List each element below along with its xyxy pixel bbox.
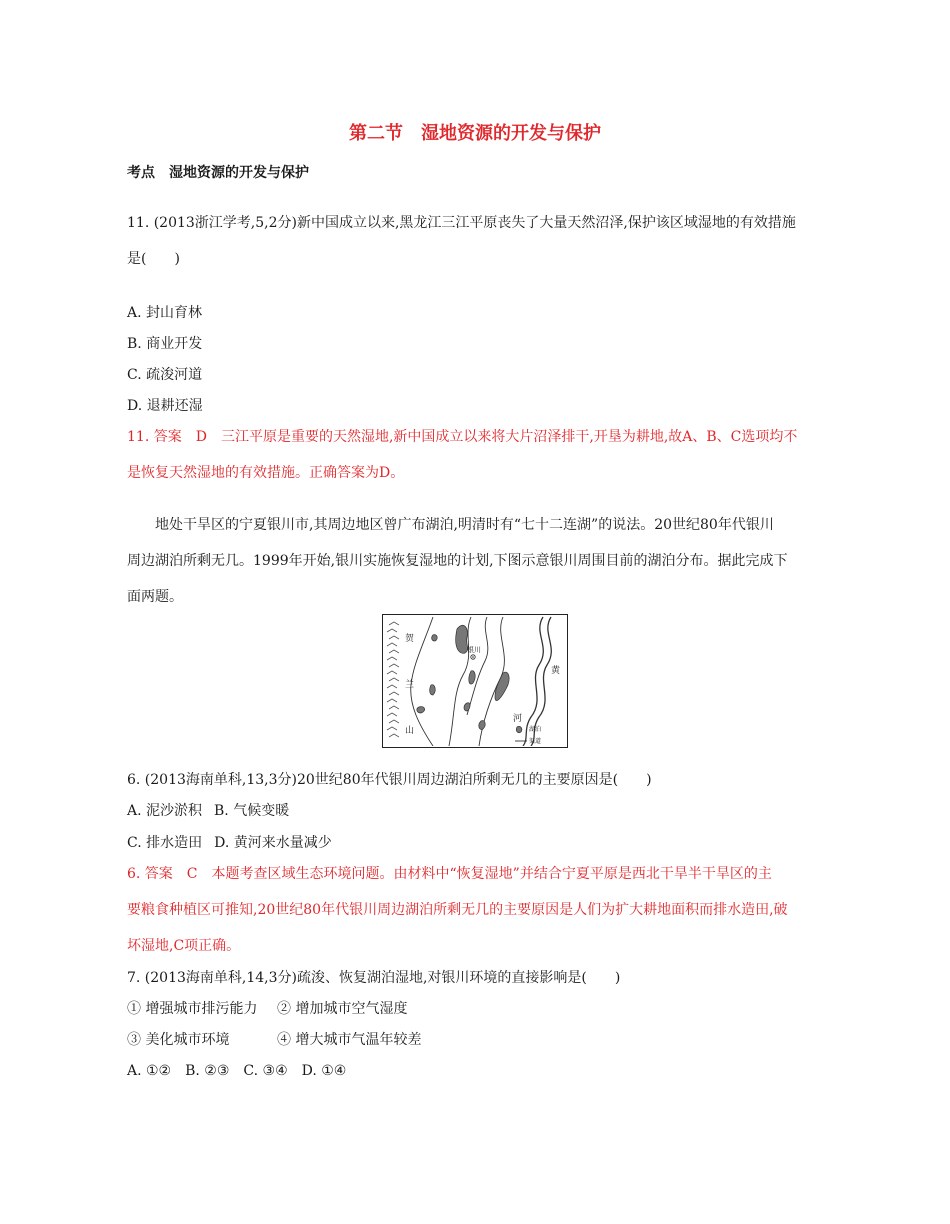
legend-lake-symbol (516, 726, 521, 732)
q6-options-row1 (127, 800, 289, 820)
map-label-river: 河 (513, 714, 523, 724)
q6-answer-line3: 坏湿地,C项正确。 (127, 938, 241, 954)
legend-canal-label: 渠道 (529, 738, 542, 745)
q6-answer-line1: 6. 答案 C 本题考查区域生态环境问题。由材料中“恢复湿地”并结合宁夏平原是西北干旱半干旱区的主 (127, 866, 772, 882)
q11-option-c: C. 疏浚河道 (127, 367, 203, 383)
q11-option-a: A. 封山育林 (127, 305, 203, 321)
passage-line2: 周边湖泊所剩无几。1999年开始,银川实施恢复湿地的计划,下图示意银川周围目前的湖泊分布。据此完成下 (127, 553, 788, 569)
map-label-he: 贺 (405, 634, 415, 644)
mountain-symbol (387, 622, 399, 737)
q6-option-c: C. 排水造田 (127, 835, 203, 851)
passage-line1: 地处干旱区的宁夏银川市,其周边地区曾广布湖泊,明清时有“七十二连湖”的说法。20世纪80年代银川 (155, 517, 774, 533)
q6-option-d: D. 黄河来水量减少 (214, 835, 332, 851)
map-label-shan: 山 (405, 726, 415, 736)
q6-options-row2 (127, 832, 332, 852)
q11-answer-line2: 是恢复天然湿地的有效措施。正确答案为D。 (127, 465, 405, 481)
legend-lake-label: 湖泊 (529, 726, 542, 733)
passage-line3: 面两题。 (127, 589, 183, 605)
yinchuan-lake-map (382, 614, 568, 748)
q7-opt-4: ④ 增大城市气温年较差 (277, 1032, 422, 1048)
map-label-city: 银川 (467, 646, 481, 654)
q11-answer-line1: 11. 答案 D 三江平原是重要的天然湿地,新中国成立以来将大片沼泽排干,开垦为耕地,故A、B、C选项均不 (127, 429, 798, 445)
q11-option-d: D. 退耕还湿 (127, 398, 203, 414)
map-label-lan: 兰 (405, 680, 415, 690)
q7-opt-1: ① 增强城市排污能力 (127, 1001, 258, 1017)
q6-option-b: B. 气候变暖 (214, 803, 290, 819)
q6-answer-line2: 要粮食种植区可推知,20世纪80年代银川周边湖泊所剩无几的主要原因是人们为扩大耕地面积而排水造田,破 (127, 902, 788, 918)
map-label-huang: 黄 (551, 666, 561, 676)
page-title: 第二节 湿地资源的开发与保护 (349, 123, 601, 144)
q7-choices: A. ①② B. ②③ C. ③④ D. ①④ (127, 1063, 347, 1079)
section-heading: 考点 湿地资源的开发与保护 (127, 165, 309, 181)
q11-stem-line2: 是( ) (127, 251, 180, 267)
q6-option-a: A. 泥沙淤积 (127, 803, 203, 819)
q6-stem: 6. (2013海南单科,13,3分)20世纪80年代银川周边湖泊所剩无几的主要原因是( ) (127, 772, 652, 788)
lake-shapes (417, 625, 509, 729)
q11-option-b: B. 商业开发 (127, 336, 203, 352)
q7-opt-3: ③ 美化城市环境 (127, 1032, 230, 1048)
q11-stem-line1: 11. (2013浙江学考,5,2分)新中国成立以来,黑龙江三江平原丧失了大量天然沼泽,保护该区域湿地的有效措施 (127, 215, 796, 231)
q7-opt-2: ② 增加城市空气湿度 (277, 1001, 408, 1017)
q7-stem: 7. (2013海南单科,14,3分)疏浚、恢复湖泊湿地,对银川环境的直接影响是( ) (127, 970, 621, 986)
